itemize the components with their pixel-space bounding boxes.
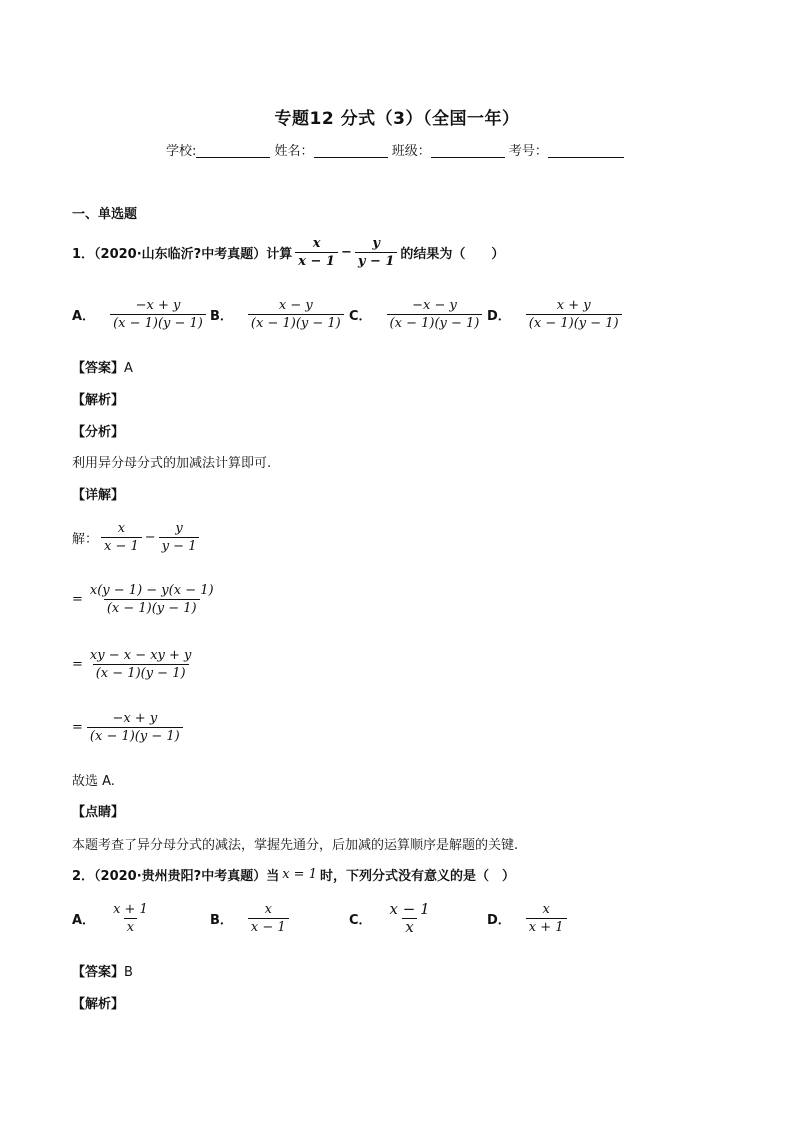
q2-option-a[interactable]: A． $\frac{x + 1}{x}$ [72,902,148,935]
q2-option-d[interactable]: D． $\frac{x}{x + 1}$ [487,902,570,935]
q1-detail-label: 【详解】 [72,488,125,503]
school-label: 学校: [166,144,197,159]
q2-answer: 【答案】B [72,965,133,980]
name-label: 姓名： [274,144,314,159]
q1-solution-start: 解： $\frac{x}{x - 1}$ − $\frac{y}{y - 1}$ [72,521,202,554]
q1-expr-minus: − [340,245,352,260]
class-field[interactable] [431,143,505,158]
q2-option-c[interactable]: C． $\frac{x - 1}{x}$ [349,900,430,936]
q1-option-d[interactable]: D． $\frac{x + y}{(x - 1)(y - 1)}$ [487,298,625,331]
q1-step-3: = $\frac{-x + y}{(x - 1)(y - 1)}$ [72,711,186,744]
q1-conclusion: 故选 A. [72,774,115,789]
q2-analysis-label: 【解析】 [72,997,125,1012]
q1-suffix: 的结果为（ ） [400,247,505,262]
section-heading: 一、单选题 [72,207,138,222]
q2-condition: x = 1 [282,867,317,882]
q2-suffix: 时，下列分式没有意义的是（ ） [319,869,515,884]
q1-expr-frac-a: $\frac{x}{x - 1}$ [295,236,338,269]
class-label: 班级： [391,144,431,159]
q1-prefix: 1．（2020·山东临沂?中考真题）计算 [72,247,293,262]
q1-answer: 【答案】A [72,361,133,376]
exam-no-label: 考号： [508,144,548,159]
name-field[interactable] [314,143,388,158]
q1-fenxi-label: 【分析】 [72,425,125,440]
exam-no-field[interactable] [548,143,624,158]
q1-option-b[interactable]: B． $\frac{x - y}{(x - 1)(y - 1)}$ [210,298,347,331]
q2-option-b[interactable]: B． $\frac{x}{x - 1}$ [210,902,292,935]
page-title: 专题12 分式（3）（全国一年） [274,109,520,129]
q1-step-1: = $\frac{x(y - 1) - y(x - 1)}{(x - 1)(y - 1)}$ [72,583,214,616]
q2-options [72,902,672,942]
question-2-stem [72,865,515,884]
q1-expr-frac-b: $\frac{y}{y - 1}$ [355,236,398,269]
q1-option-a[interactable]: A． $\frac{-x + y}{(x - 1)(y - 1)}$ [72,298,209,331]
q1-comment-label: 【点睛】 [72,805,125,820]
q1-step-2: = $\frac{xy - x - xy + y}{(x - 1)(y - 1)}$ [72,648,192,681]
q1-fenxi-text: 利用异分母分式的加减法计算即可. [72,456,272,471]
question-1-stem [72,236,504,269]
student-info-line [166,140,624,159]
q1-comment-text: 本题考查了异分母分式的减法，掌握先通分，后加减的运算顺序是解题的关键. [72,838,519,853]
q2-prefix: 2．（2020·贵州贵阳?中考真题）当 [72,869,280,884]
q1-option-c[interactable]: C． $\frac{-x - y}{(x - 1)(y - 1)}$ [349,298,485,331]
q1-options [72,298,672,338]
school-field[interactable] [196,143,270,158]
q1-analysis-label: 【解析】 [72,393,125,408]
